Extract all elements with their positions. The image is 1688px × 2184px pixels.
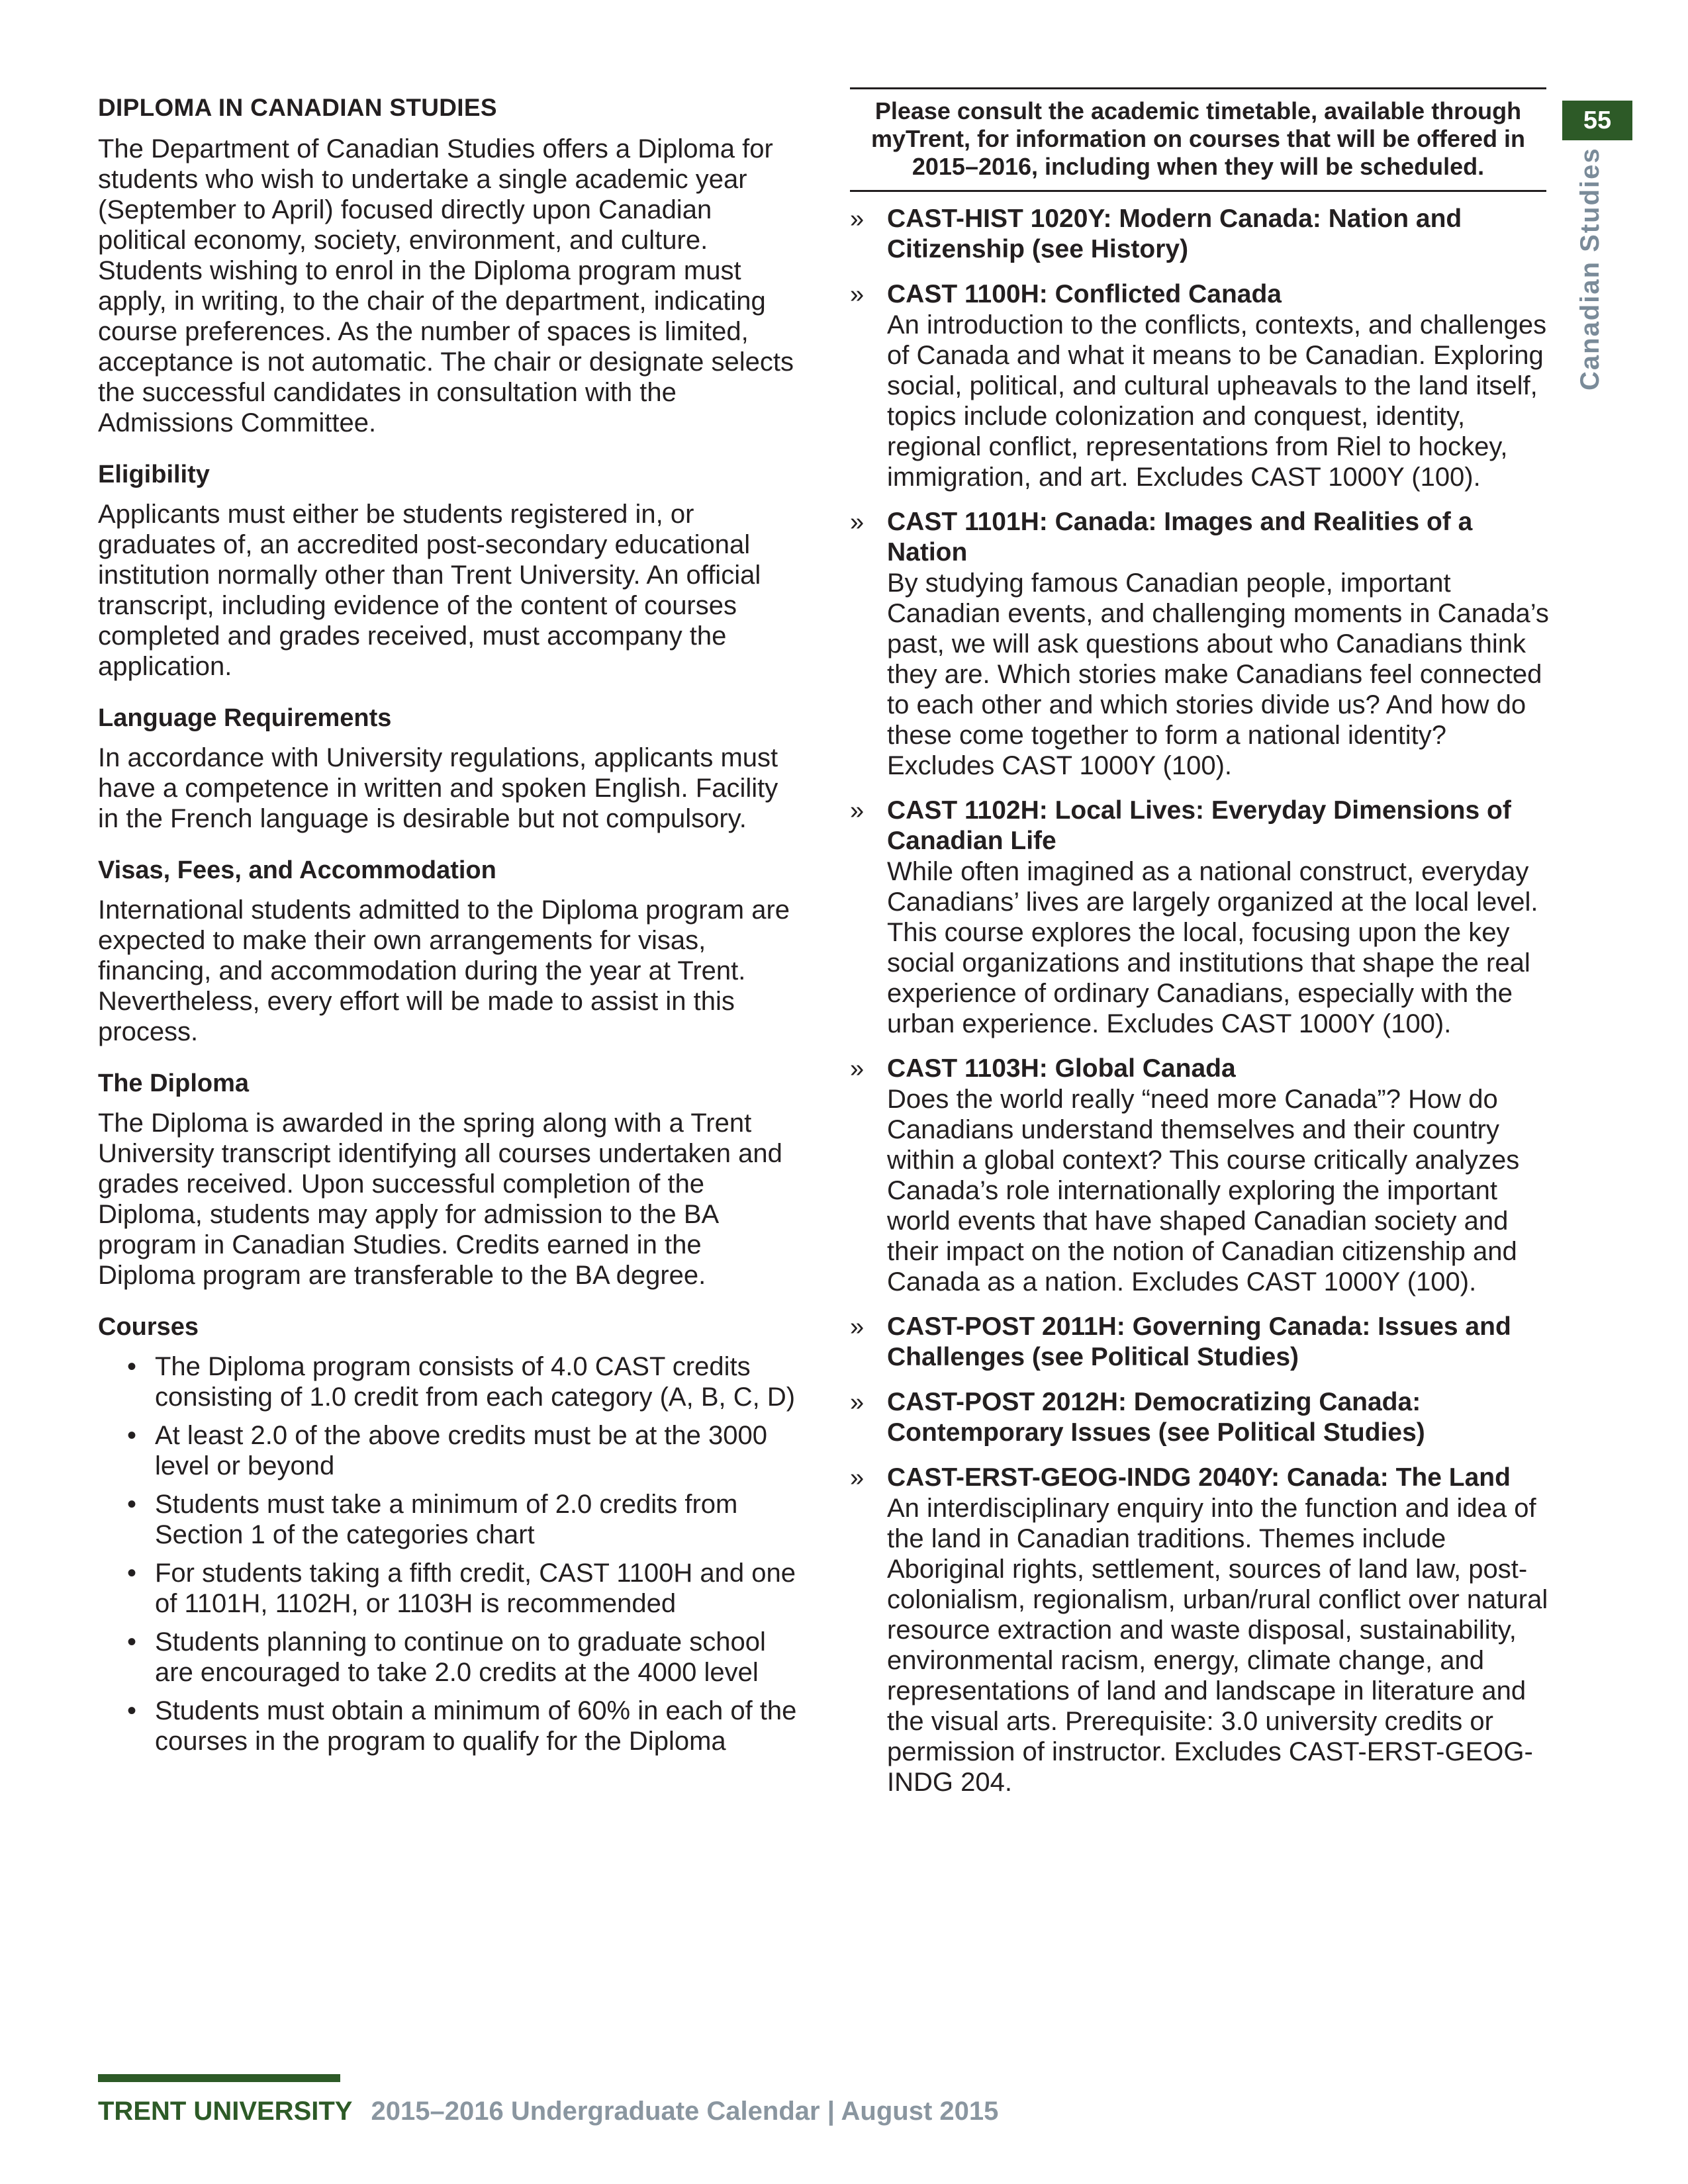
- bullet-text: Students must take a minimum of 2.0 credits from Section 1 of the categories chart: [155, 1490, 738, 1549]
- bullet-icon: •: [127, 1559, 137, 1588]
- footer-university: TRENT UNIVERSITY: [98, 2097, 353, 2126]
- chevron-icon: »: [850, 508, 865, 536]
- list-item: [127, 1627, 800, 1688]
- course-description: While often imagined as a national construct, everyday Canadians’ lives are largely organized at the local level. This course explores the local, focusing upon the key social organizations and institutions that shape the real experience of ordinary Canadians, especially with the urban experience. Excludes CAST 1000Y (100).: [887, 857, 1538, 1038]
- right-column: [850, 204, 1552, 1812]
- chevron-icon: »: [850, 797, 865, 825]
- course-title: CAST-POST 2011H: Governing Canada: Issues and Challenges (see Political Studies): [887, 1312, 1511, 1371]
- course-entry: [850, 1054, 1552, 1297]
- course-description: Does the world really “need more Canada”? How do Canadians understand themselves and their country within a global context? This course critically analyzes Canada’s role internationally exploring the important world events that have shaped Canadian society and their impact on the notion of Canadian citizenship and Canada as a nation. Excludes CAST 1000Y (100).: [887, 1085, 1520, 1297]
- chevron-icon: »: [850, 1388, 865, 1416]
- bullet-text: For students taking a fifth credit, CAST 1100H and one of 1101H, 1102H, or 1103H is recommended: [155, 1559, 796, 1618]
- course-title: CAST-POST 2012H: Democratizing Canada: Contemporary Issues (see Political Studies): [887, 1388, 1425, 1447]
- timetable-notice: Please consult the academic timetable, available through myTrent, for information on courses that will be offered in 2015–2016, including when they will be scheduled.: [850, 87, 1546, 192]
- course-entry: [850, 507, 1552, 781]
- course-title: CAST 1103H: Global Canada: [887, 1054, 1236, 1083]
- course-entry: [850, 1312, 1552, 1373]
- language-text: In accordance with University regulations, applicants must have a competence in written and spoken English. Facility in the French language is desirable but not compulsory.: [98, 743, 778, 833]
- course-entry: [850, 796, 1552, 1039]
- section-side-label: Canadian Studies: [1575, 147, 1605, 390]
- course-title: CAST 1100H: Conflicted Canada: [887, 280, 1282, 308]
- list-item: [127, 1351, 800, 1412]
- course-description: An interdisciplinary enquiry into the function and idea of the land in Canadian traditions. Themes include Aboriginal rights, settlement, sources of land law, post-colonialism, regionalism, urban/rural conflict over natural resource extraction and waste disposal, sustainability, environmental racism, energy, climate change, and representations of land and landscape in literature and the visual arts. Prerequisite: 3.0 university credits or permission of instructor. Excludes CAST-ERST-GEOG-INDG 204.: [887, 1494, 1548, 1797]
- footer: [98, 2097, 998, 2126]
- bullet-text: Students must obtain a minimum of 60% in each of the courses in the program to qualify for the Diploma: [155, 1696, 797, 1756]
- course-title: CAST-ERST-GEOG-INDG 2040Y: Canada: The Land: [887, 1463, 1511, 1492]
- page-number-badge: 55: [1562, 101, 1632, 140]
- chevron-icon: »: [850, 205, 865, 233]
- bullet-icon: •: [127, 1352, 137, 1381]
- courses-heading: Courses: [98, 1313, 199, 1341]
- language-heading: Language Requirements: [98, 704, 392, 732]
- bullet-text: Students planning to continue on to graduate school are encouraged to take 2.0 credits at the 4000 level: [155, 1627, 766, 1687]
- chevron-icon: »: [850, 281, 865, 308]
- course-entry: [850, 279, 1552, 492]
- bullet-icon: •: [127, 1421, 137, 1450]
- chevron-icon: »: [850, 1313, 865, 1341]
- chevron-icon: »: [850, 1055, 865, 1083]
- course-entry: [850, 204, 1552, 265]
- list-item: [127, 1420, 800, 1481]
- visas-text: International students admitted to the Diploma program are expected to make their own arrangements for visas, financing, and accommodation during the year at Trent. Nevertheless, every effort will be made to assist in this process.: [98, 895, 790, 1046]
- diploma-text: The Diploma is awarded in the spring along with a Trent University transcript identifying all courses undertaken and grades received. Upon successful completion of the Diploma, students may apply for admission to the BA program in Canadian Studies. Credits earned in the Diploma program are transferable to the BA degree.: [98, 1109, 782, 1290]
- course-entry: [850, 1463, 1552, 1797]
- bullet-text: The Diploma program consists of 4.0 CAST credits consisting of 1.0 credit from each category (A, B, C, D): [155, 1352, 796, 1412]
- list-item: [127, 1489, 800, 1550]
- course-description: By studying famous Canadian people, important Canadian events, and challenging moments in Canada’s past, we will ask questions about who Canadians think they are. Which stories make Canadians feel connected to each other and which stories divide us? And how do these come together to form a national identity? Excludes CAST 1000Y (100).: [887, 569, 1549, 780]
- left-column: [98, 93, 800, 1764]
- bullet-icon: •: [127, 1627, 137, 1657]
- list-item: [127, 1696, 800, 1756]
- course-title: CAST 1101H: Canada: Images and Realities of a Nation: [887, 508, 1473, 567]
- diploma-heading: The Diploma: [98, 1069, 250, 1097]
- bullet-icon: •: [127, 1490, 137, 1519]
- footer-calendar: 2015–2016 Undergraduate Calendar | August 2015: [371, 2097, 999, 2126]
- list-item: [127, 1558, 800, 1619]
- visas-heading: Visas, Fees, and Accommodation: [98, 856, 496, 884]
- course-entry: [850, 1387, 1552, 1448]
- intro-paragraph: The Department of Canadian Studies offers a Diploma for students who wish to undertake a single academic year (September to April) focused directly upon Canadian political economy, society, environment, and culture. Students wishing to enrol in the Diploma program must apply, in writing, to the chair of the department, indicating course preferences. As the number of spaces is limited, acceptance is not automatic. The chair or designate selects the successful candidates in consultation with the Admissions Committee.: [98, 134, 794, 437]
- eligibility-text: Applicants must either be students registered in, or graduates of, an accredited post-secondary educational institution normally other than Trent University. An official transcript, including evidence of the content of courses completed and grades received, must accompany the application.: [98, 500, 761, 681]
- course-description: An introduction to the conflicts, contexts, and challenges of Canada and what it means to be Canadian. Exploring social, political, and cultural upheavals to the land itself, topics include colonization and conquest, identity, regional conflict, representations from Riel to hockey, immigration, and art. Excludes CAST 1000Y (100).: [887, 310, 1547, 492]
- diploma-title: DIPLOMA IN CANADIAN STUDIES: [98, 94, 497, 121]
- courses-bullet-list: [98, 1351, 800, 1756]
- bullet-icon: •: [127, 1696, 137, 1725]
- bullet-text: At least 2.0 of the above credits must be at the 3000 level or beyond: [155, 1421, 768, 1480]
- chevron-icon: »: [850, 1464, 865, 1492]
- course-title: CAST-HIST 1020Y: Modern Canada: Nation and Citizenship (see History): [887, 205, 1462, 263]
- course-title: CAST 1102H: Local Lives: Everyday Dimensions of Canadian Life: [887, 796, 1511, 855]
- footer-accent-bar: [98, 2074, 340, 2082]
- eligibility-heading: Eligibility: [98, 461, 210, 488]
